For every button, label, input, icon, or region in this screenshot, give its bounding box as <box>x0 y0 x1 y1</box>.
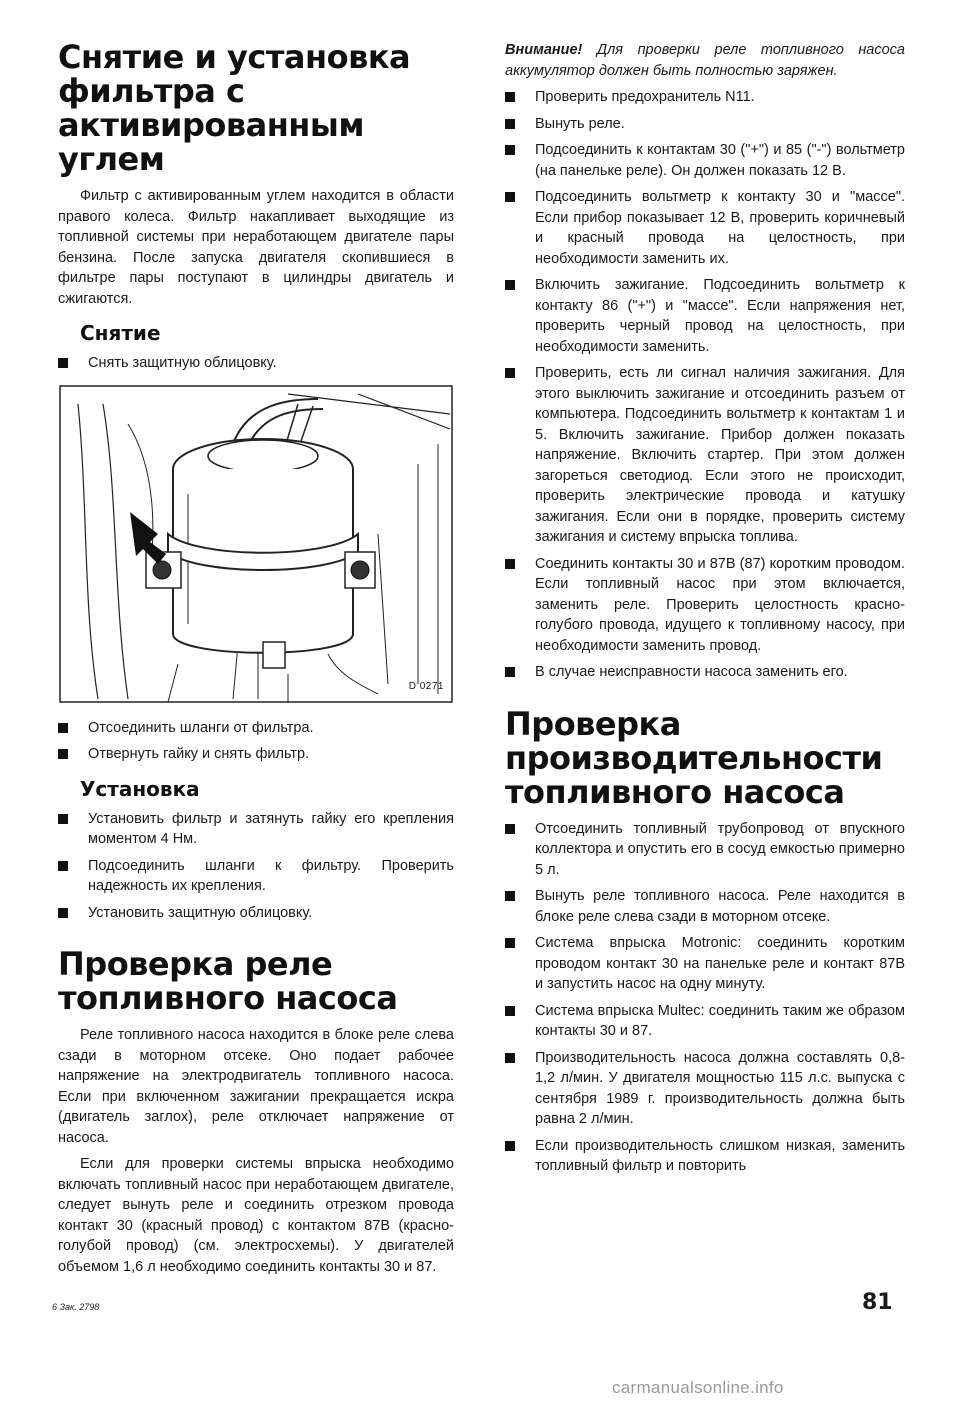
list-item-text: Установить фильтр и затянуть гайку его крепления моментом 4 Нм. <box>88 810 454 847</box>
list-item-text: Соединить контакты 30 и 87В (87) коротким проводом. Если топливный насос при этом включается, заменить реле. Проверить целостность красно-голубого провода, идущего к топливному насосу, при необходимости заменить провод. <box>535 555 905 654</box>
list-item-text: Проверить предохранитель N11. <box>535 89 755 105</box>
list-item <box>505 140 905 181</box>
bullet-icon <box>505 368 515 378</box>
list-item <box>505 662 905 683</box>
bullet-icon <box>58 749 68 759</box>
list-item-text: Подсоединить шланги к фильтру. Проверить надежность их крепления. <box>88 857 454 894</box>
title-line: производительности <box>505 738 883 777</box>
bullet-icon <box>505 145 515 155</box>
bullet-icon <box>58 723 68 733</box>
removal-list <box>58 353 454 374</box>
list-item <box>58 353 454 374</box>
warning-note <box>505 40 905 81</box>
list-item <box>58 856 454 897</box>
removal-heading: Снятие <box>80 321 161 345</box>
title-line: Проверка <box>505 704 681 743</box>
title-line: топливного насоса <box>505 772 845 811</box>
list-item <box>505 187 905 269</box>
bullet-icon <box>505 1006 515 1016</box>
bullet-icon <box>58 814 68 824</box>
list-item <box>505 1048 905 1130</box>
list-item <box>505 554 905 657</box>
bullet-icon <box>505 192 515 202</box>
list-item-text: Отвернуть гайку и снять фильтр. <box>88 746 310 762</box>
list-item <box>58 718 454 739</box>
pump-steps-list <box>505 819 905 1177</box>
bullet-icon <box>505 667 515 677</box>
bullet-icon <box>505 1141 515 1151</box>
list-item <box>505 363 905 548</box>
relay-paragraph: Если для проверки системы впрыска необходимо включать топливный насос при неработающем двигателе, следует вынуть реле и соединить отрезком провода контакт 30 (красный провод) с контактом 87В (красно-голубой провод) (см. электросхемы). У двигателей объемом 1,6 л необходимо соединить контакты 30 и 87. <box>58 1156 454 1275</box>
list-item <box>58 809 454 850</box>
list-item-text: Установить защитную облицовку. <box>88 904 313 921</box>
bullet-icon <box>505 938 515 948</box>
list-item <box>505 1136 905 1177</box>
section-title-pump-output <box>505 704 905 811</box>
section-title-carbon-filter <box>58 40 454 176</box>
bullet-icon <box>505 92 515 102</box>
figure-code: D 0271 <box>408 680 444 692</box>
bullet-icon <box>58 861 68 871</box>
list-item-text: Включить зажигание. Подсоединить вольтметр к контакту 86 ("+") и "массе". Если напряжения нет, проверить черный провод на целостность, при необходимости заменить. <box>535 277 905 355</box>
list-item <box>505 933 905 995</box>
list-item-text: В случае неисправности насоса заменить его. <box>535 664 848 680</box>
carbon-filter-figure <box>58 384 454 704</box>
list-item <box>505 114 905 135</box>
title-line: активированным углем <box>58 106 364 178</box>
list-item <box>505 886 905 927</box>
list-item-text: Подсоединить к контактам 30 ("+") и 85 ("-") вольтметр (на панельке реле). Он должен показать 12 В. <box>535 142 905 179</box>
list-item <box>58 744 454 765</box>
list-item <box>505 87 905 108</box>
list-item-text: Производительность насоса должна составлять 0,8-1,2 л/мин. У двигателя мощностью 115 л.с. выпуска с сентября 1989 г. производительность должна быть равна 2 л/мин. <box>535 1049 905 1127</box>
list-item-text: Отсоединить шланги от фильтра. <box>88 719 314 736</box>
bullet-icon <box>505 1053 515 1063</box>
page-number: 81 <box>862 1290 893 1315</box>
install-list <box>58 809 454 924</box>
list-item-text: Вынуть реле. <box>535 115 625 132</box>
relay-steps-list <box>505 87 905 683</box>
warning-label: Внимание! <box>505 42 583 58</box>
list-item-text: Снять защитную облицовку. <box>88 355 277 371</box>
bullet-icon <box>505 824 515 834</box>
section-title-relay-check <box>58 947 454 1015</box>
list-item-text: Вынуть реле топливного насоса. Реле находится в блоке реле слева сзади в моторном отсеке. <box>535 888 905 925</box>
list-item-text: Проверить, есть ли сигнал наличия зажигания. Для этого выключить зажигание и отсоединить разъем от компьютера. Подсоединить вольтметр к контактам 1 и 5. Включить зажигание. Прибор должен показать напряжение. Включить стартер. При этом должен загореться светодиод. Если этого не происходит, проверить электрические провода и катушку зажигания. Если они в порядке, проверить систему зажигания и систему впрыска топлива. <box>535 365 905 545</box>
carbon-filter-illustration <box>58 384 454 704</box>
right-column <box>505 40 905 1183</box>
list-item-text: Система впрыска Multec: соединить таким же образом контакты 30 и 87. <box>535 1002 905 1039</box>
title-line: Проверка реле <box>58 945 333 983</box>
bullet-icon <box>505 891 515 901</box>
bullet-icon <box>505 119 515 129</box>
list-item <box>505 819 905 881</box>
title-line: топливного насоса <box>58 979 398 1017</box>
watermark: carmanualsonline.info <box>612 1378 784 1397</box>
bullet-icon <box>505 559 515 569</box>
print-code: 6 Зак. 2798 <box>52 1302 100 1312</box>
relay-paragraph: Реле топливного насоса находится в блоке реле слева сзади в моторном отсеке. Оно подает рабочее напряжение на электродвигатель топливного насоса. Если при включенном зажигании прекращается искра (двигатель заглох), реле отключает напряжение от насоса. <box>58 1027 454 1146</box>
list-item <box>505 275 905 357</box>
list-item <box>58 903 454 924</box>
list-item-text: Подсоединить вольтметр к контакту 30 и "массе". Если прибор показывает 12 В, проверить коричневый и красный провода на целостность, при необходимости заменить их. <box>535 189 905 267</box>
title-line: Снятие и установка <box>58 38 411 76</box>
bullet-icon <box>58 358 68 368</box>
title-line: фильтра с <box>58 72 245 110</box>
intro-paragraph: Фильтр с активированным углем находится в области правого колеса. Фильтр накапливает выходящие из топливной системы при неработающем двигателе пары бензина. После запуска двигателя скопившиеся в фильтре пары поступают в цилиндры двигатель и сжигаются. <box>58 188 454 307</box>
list-item-text: Отсоединить топливный трубопровод от впускного коллектора и опустить его в сосуд емкостью примерно 5 л. <box>535 820 905 878</box>
bullet-icon <box>505 280 515 290</box>
warning-text: Для проверки реле топливного насоса аккумулятор должен быть полностью заряжен. <box>505 42 905 79</box>
list-item <box>505 1001 905 1042</box>
install-heading: Установка <box>80 776 200 801</box>
list-item-text: Если производительность слишком низкая, заменить топливный фильтр и повторить <box>535 1137 905 1174</box>
left-column <box>58 40 454 1283</box>
after-figure-list <box>58 718 454 765</box>
list-item-text: Система впрыска Motronic: соединить коротким проводом контакт 30 на панельке реле и контакт 87В и запустить насос на одну минуту. <box>535 935 905 992</box>
bullet-icon <box>58 908 68 918</box>
